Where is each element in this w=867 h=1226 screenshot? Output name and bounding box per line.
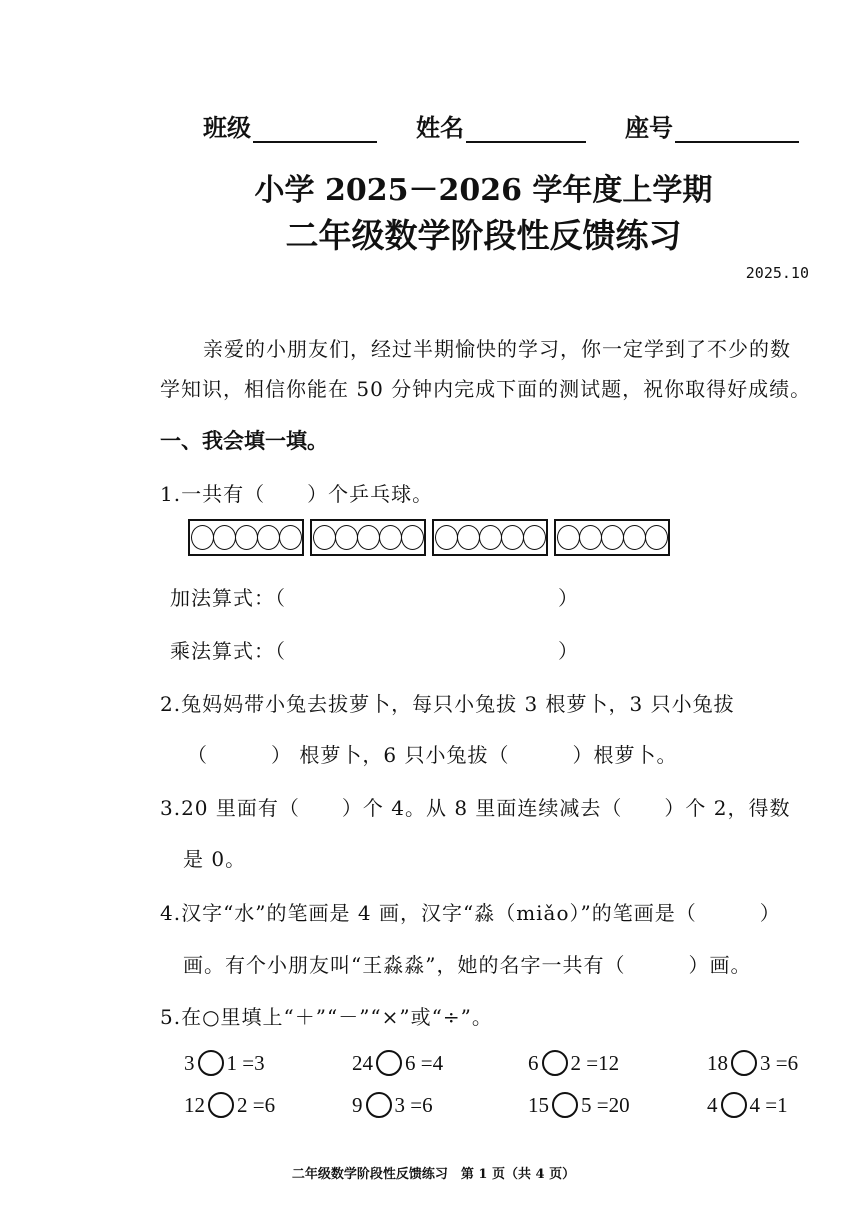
- operator-circle[interactable]: [542, 1050, 568, 1076]
- title-line1: 小学 2025－2026 学年度上学期: [254, 173, 713, 208]
- seat-blank[interactable]: [675, 117, 799, 143]
- class-field[interactable]: [203, 108, 377, 143]
- q1-mul-close: ）: [558, 639, 579, 663]
- ping-pong-ball: [257, 525, 280, 550]
- seat-field[interactable]: [625, 108, 799, 143]
- ping-pong-ball: [457, 525, 480, 550]
- ping-pong-ball: [335, 525, 358, 550]
- ball-box: [188, 519, 304, 556]
- equation: 3 1 =3: [184, 1050, 265, 1075]
- section1-heading: 一、我会填一填。: [160, 428, 328, 453]
- q4-line1: 4.汉字“水”的笔画是 4 画，汉字“淼（miǎo）”的笔画是（ ）: [160, 901, 781, 925]
- name-blank[interactable]: [466, 117, 586, 143]
- equation: 9 3 =6: [352, 1092, 433, 1117]
- operator-circle[interactable]: [198, 1050, 224, 1076]
- equation: 4 4 =1: [707, 1092, 788, 1117]
- ping-pong-ball: [357, 525, 380, 550]
- q1-text: 1.一共有（ ）个乒乓球。: [160, 482, 434, 506]
- q2-line1: 2.兔妈妈带小兔去拔萝卜，每只小兔拔 3 根萝卜，3 只小兔拔: [160, 692, 735, 716]
- ping-pong-ball: [313, 525, 336, 550]
- q2-line2: （ ） 根萝卜，6 只小兔拔（ ）根萝卜。: [187, 743, 678, 767]
- ping-pong-ball: [557, 525, 580, 550]
- class-blank[interactable]: [253, 117, 377, 143]
- q3-line2: 是 0。: [183, 847, 247, 871]
- ping-pong-ball: [479, 525, 502, 550]
- seat-label: 座号: [625, 113, 673, 142]
- q1-mul-answer[interactable]: [300, 637, 550, 663]
- equation: 15 5 =20: [528, 1092, 630, 1117]
- operator-circle[interactable]: [366, 1092, 392, 1118]
- page-footer: 二年级数学阶段性反馈练习 第 1 页（共 4 页）: [291, 1167, 576, 1182]
- operator-circle[interactable]: [208, 1092, 234, 1118]
- ping-pong-ball: [579, 525, 602, 550]
- class-label: 班级: [203, 113, 251, 142]
- ping-pong-ball: [523, 525, 546, 550]
- ping-pong-ball: [401, 525, 424, 550]
- operator-circle[interactable]: [731, 1050, 757, 1076]
- equation: 12 2 =6: [184, 1092, 276, 1117]
- ping-pong-ball: [213, 525, 236, 550]
- ping-pong-ball: [645, 525, 668, 550]
- intro-line2: 学知识，相信你能在 50 分钟内完成下面的测试题，祝你取得好成绩。: [160, 377, 812, 401]
- q3-line1: 3.20 里面有（ ）个 4。从 8 里面连续减去（ ）个 2，得数: [160, 796, 791, 820]
- q5-text: 5.在○里填上“＋”“－”“×”或“÷”。: [160, 1005, 493, 1029]
- q1-mul-label: 乘法算式：（: [170, 639, 286, 663]
- name-label: 姓名: [416, 113, 464, 142]
- ball-box: [554, 519, 670, 556]
- ping-pong-ball: [191, 525, 214, 550]
- ping-pong-ball: [435, 525, 458, 550]
- ball-box: [432, 519, 548, 556]
- q1-add-label: 加法算式：（: [170, 586, 286, 610]
- operator-circle[interactable]: [376, 1050, 402, 1076]
- ping-pong-ball: [501, 525, 524, 550]
- operator-circle[interactable]: [552, 1092, 578, 1118]
- equation: 18 3 =6: [707, 1050, 799, 1075]
- q4-line2: 画。有个小朋友叫“王淼淼”，她的名字一共有（ ）画。: [183, 953, 752, 977]
- ping-pong-ball: [601, 525, 624, 550]
- ping-pong-ball: [379, 525, 402, 550]
- q1-add-answer[interactable]: [300, 584, 550, 610]
- equation: 6 2 =12: [528, 1050, 620, 1075]
- intro-line1: 亲爱的小朋友们，经过半期愉快的学习，你一定学到了不少的数: [203, 337, 791, 361]
- title-line2: 二年级数学阶段性反馈练习: [285, 216, 682, 255]
- ping-pong-ball: [623, 525, 646, 550]
- name-field[interactable]: [416, 108, 586, 143]
- ping-pong-ball: [235, 525, 258, 550]
- q1-add-close: ）: [558, 586, 579, 610]
- ping-pong-ball: [279, 525, 302, 550]
- equation: 24 6 =4: [352, 1050, 444, 1075]
- exam-date: 2025.10: [745, 264, 809, 282]
- ping-pong-balls: [188, 519, 670, 556]
- operator-circle[interactable]: [721, 1092, 747, 1118]
- ball-box: [310, 519, 426, 556]
